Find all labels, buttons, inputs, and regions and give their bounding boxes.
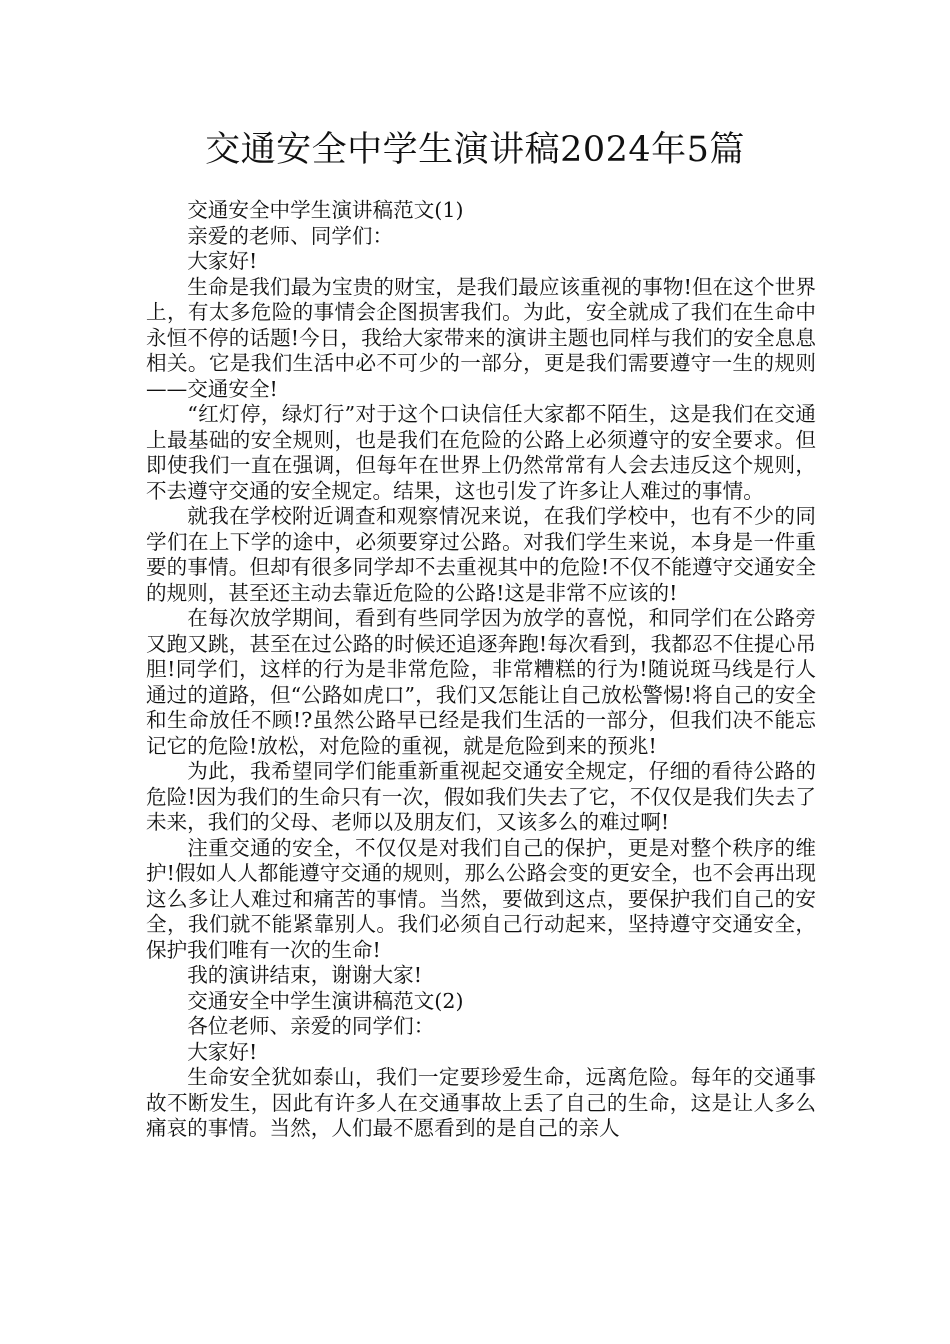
paragraph-body: 生命安全犹如泰山，我们一定要珍爱生命，远离危险。每年的交通事故不断发生，因此有许多人在交通事故上丢了自己的生命，这是让人多么痛哀的事情。当然，人们最不愿看到的是自己的亲人 (146, 1065, 816, 1140)
document-body (146, 198, 816, 1142)
paragraph-salutation-1: 亲爱的老师、同学们： (187, 223, 394, 248)
paragraph-greeting-1: 大家好! (187, 249, 258, 273)
paragraph-section-heading-2: 交通安全中学生演讲稿范文(2) (187, 988, 464, 1013)
paragraph-body: 在每次放学期间，看到有些同学因为放学的喜悦，和同学们在公路旁又跑又跳，甚至在过公路的时候还追逐奔跑!每次看到，我都忍不住提心吊胆!同学们，这样的行为是非常危险，非常糟糕的行为!随说斑马线是行人通过的道路，但“公路如虎口”，我们又怎能让自己放松警惕!将自己的安全和生命放任不顾!?虽然公路早已经是我们生活的一部分，但我们决不能忘记它的危险!放松，对危险的重视，就是危险到来的预兆! (146, 606, 816, 758)
paragraph-body: 就我在学校附近调查和观察情况来说，在我们学校中，也有不少的同学们在上下学的途中，必须要穿过公路。对我们学生来说，本身是一件重要的事情。但却有很多同学却不去重视其中的危险!不仅不能遵守交通安全的规则，甚至还主动去靠近危险的公路!这是非常不应该的! (146, 504, 816, 605)
paragraph-greeting-2: 大家好! (187, 1039, 258, 1064)
paragraph-closing-1: 我的演讲结束，谢谢大家! (187, 963, 422, 987)
paragraph-body: 注重交通的安全，不仅仅是对我们自己的保护，更是对整个秩序的维护!假如人人都能遵守交通的规则，那么公路会变的更安全，也不会再出现这么多让人难过和痛苦的事情。当然，要做到这点，要保护我们自己的安全，我们就不能紧靠别人。我们必须自己行动起来，坚持遵守交通安全，保护我们唯有一次的生命! (146, 835, 816, 962)
paragraph-salutation-2: 各位老师、亲爱的同学们： (187, 1014, 435, 1038)
paragraph-body: 生命是我们最为宝贵的财宝，是我们最应该重视的事物!但在这个世界上，有太多危险的事情会企图损害我们。为此，安全就成了我们在生命中永恒不停的话题!今日，我给大家带来的演讲主题也同样与我们的安全息息相关。它是我们生活中必不可少的一部分，更是我们需要遵守一生的规则——交通安全! (146, 274, 816, 401)
document-title: 交通安全中学生演讲稿2024年5篇 (205, 130, 745, 170)
paragraph-section-heading-1: 交通安全中学生演讲稿范文(1) (187, 198, 464, 222)
paragraph-body: “红灯停，绿灯行”对于这个口诀信任大家都不陌生，这是我们在交通上最基础的安全规则，也是我们在危险的公路上必须遵守的安全要求。但即使我们一直在强调，但每年在世界上仍然常常有人会去违反这个规则，不去遵守交通的安全规定。结果，这也引发了许多让人难过的事情。 (146, 402, 816, 503)
paragraph-body: 为此，我希望同学们能重新重视起交通安全规定，仔细的看待公路的危险!因为我们的生命只有一次，假如我们失去了它，不仅仅是我们失去了未来，我们的父母、老师以及朋友们，又该多么的难过啊! (146, 759, 816, 834)
